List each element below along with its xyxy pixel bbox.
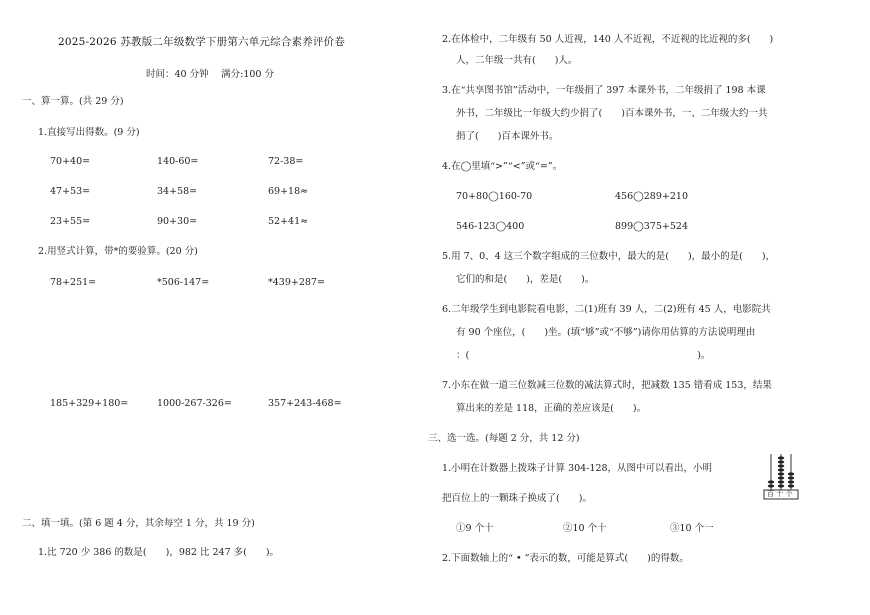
section3-q1-cont: 把百位上的一颗珠子换成了( )。 [442,493,592,504]
section2-q3-cont: 捐了( )百本课外书。 [456,131,559,142]
vertical-calc-item: *439+287= [268,277,325,288]
section2-q2: 2.在体检中，二年级有 50 人近视，140 人不近视，不近视的比近视的多( ) [442,34,774,45]
calc-item: 34+58= [157,186,198,197]
section2-q5: 5.用 7、0、4 这三个数字组成的三位数中，最大的是( )，最小的是( )， [442,251,776,262]
vertical-calc-item: 185+329+180= [50,398,129,409]
calc-item: 52+41≈ [268,216,309,227]
calc-item: 140-60= [157,156,199,167]
calc-item: 70+40= [50,156,91,167]
section1-q1-label: 1.直接写出得数。(9 分) [38,127,140,138]
section3-heading: 三、选一选。(每题 2 分，共 12 分) [428,433,580,444]
section2-q6-cont: ：( )。 [456,350,711,361]
calc-item: 69+18≈ [268,186,309,197]
vertical-calc-item: *506-147= [157,277,210,288]
abacus-place-labels: 百 十 个 [767,490,793,498]
exam-meta: 时间：40 分钟 满分:100 分 [146,69,274,80]
calc-item: 72-38= [268,156,304,167]
section2-q3: 3.在“共享图书馆”活动中，一年级捐了 397 本课外书，二年级捐了 198 本课 [442,85,766,96]
vertical-calc-item: 357+243-468= [268,398,342,409]
exam-title: 2025-2026 苏教版二年级数学下册第六单元综合素养评价卷 [58,36,346,48]
option-1: ①9 个十 [456,523,494,534]
vertical-calc-item: 1000-267-326= [157,398,232,409]
calc-item: 47+53= [50,186,91,197]
vertical-calc-item: 78+251= [50,277,97,288]
compare-item: 899◯375+524 [615,221,688,232]
section2-heading: 二、填一填。(第 6 题 4 分，其余每空 1 分，共 19 分) [22,518,255,529]
abacus-figure [763,452,799,500]
calc-item: 23+55= [50,216,91,227]
calc-item: 90+30= [157,216,198,227]
compare-item: 70+80◯160-70 [456,191,533,202]
option-3: ③10 个一 [670,523,714,534]
compare-item: 546-123◯400 [456,221,525,232]
option-2: ②10 个十 [563,523,607,534]
section2-q7-cont: 算出来的差是 118，正确的差应该是( )。 [456,403,647,414]
section1-q2-label: 2.用竖式计算，带*的要验算。(20 分) [38,246,198,257]
section3-q2: 2.下面数轴上的“ • ”表示的数，可能是算式( )的得数。 [442,553,689,564]
section1-heading: 一、算一算。(共 29 分) [22,96,124,107]
section2-q6-cont: 有 90 个座位，( )坐。(填“够”或“不够”)请你用估算的方法说明理由 [456,327,756,338]
section2-q4: 4.在◯里填“>”“<”或“=”。 [442,161,563,172]
section2-q1: 1.比 720 少 386 的数是( )，982 比 247 多( )。 [38,547,280,558]
section2-q3-cont: 外书，二年级比一年级大约少捐了( )百本课外书，一、二年级大约一共 [456,108,768,119]
section2-q6: 6.二年级学生到电影院看电影，二(1)班有 39 人，二(2)班有 45 人，电影院共 [442,304,771,315]
section2-q7: 7.小东在做一道三位数减三位数的减法算式时，把减数 135 错看成 153，结果 [442,380,772,391]
compare-item: 456◯289+210 [615,191,688,202]
section2-q5-cont: 它们的和是( )，差是( )。 [456,274,595,285]
section2-q2-cont: 人，二年级一共有( )人。 [456,55,578,66]
section3-q1: 1.小明在计数器上拨珠子计算 304-128，从图中可以看出，小明 [442,463,713,474]
